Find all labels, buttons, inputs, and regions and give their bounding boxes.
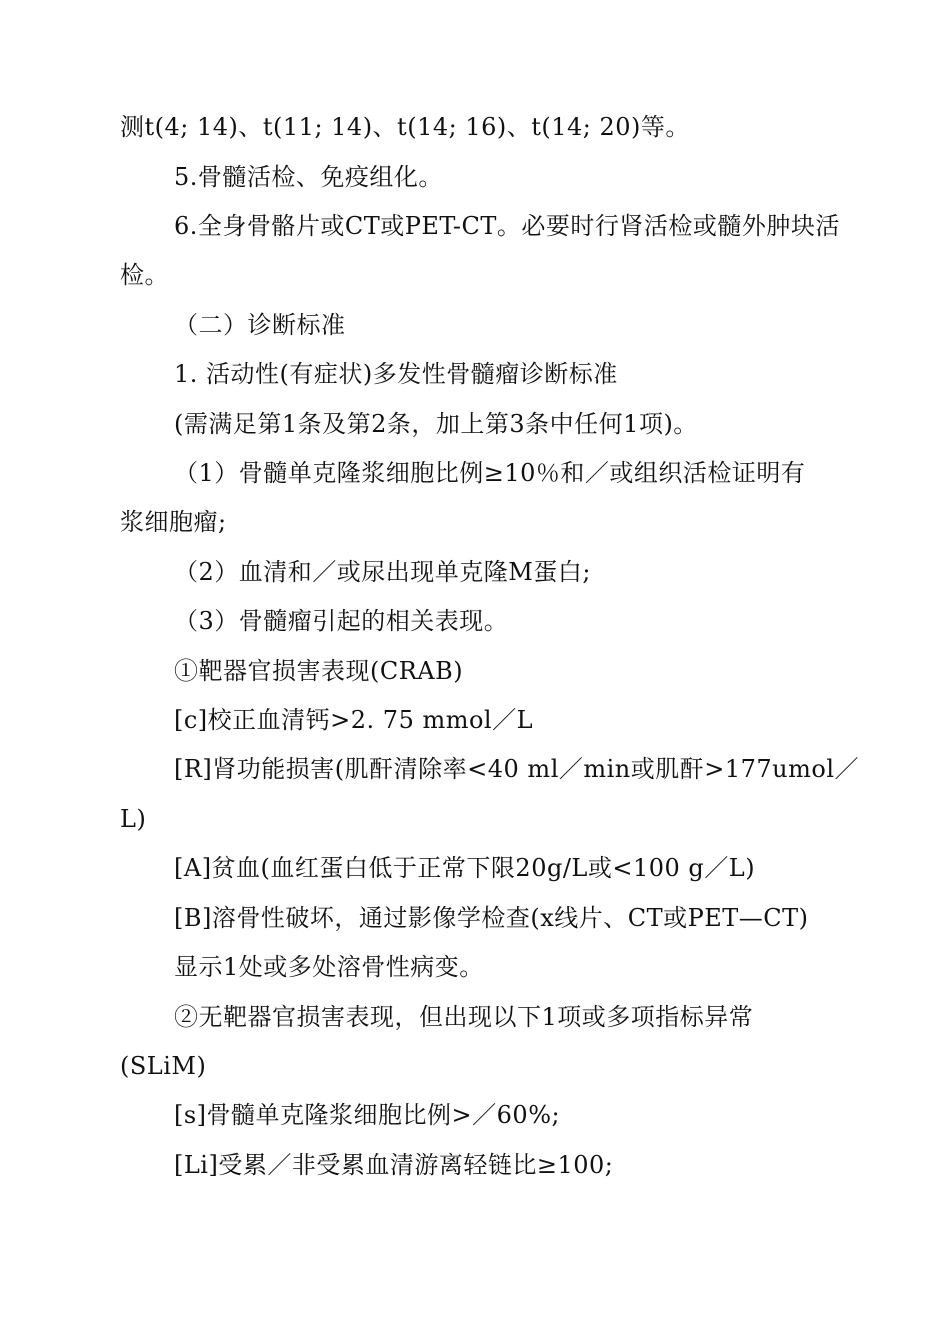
text-line-6: 1. 活动性(有症状)多发性骨髓瘤诊断标准 xyxy=(174,360,618,388)
text-line-17: [B]溶骨性破坏，通过影像学检查(x线片、CT或PET—CT) xyxy=(174,904,809,932)
text-line-2: 5.骨髓活检、免疫组化。 xyxy=(174,163,443,191)
text-line-1: 测t(4; 14)、t(11; 14)、t(14; 16)、t(14; 20)等。 xyxy=(120,113,690,141)
text-line-14: [R]肾功能损害(肌酐清除率<40 ml／min或肌酐>177umol／ xyxy=(174,755,860,783)
text-line-20: (SLiM) xyxy=(120,1052,207,1080)
text-line-15: L) xyxy=(120,805,147,833)
text-line-4: 检。 xyxy=(120,261,169,289)
text-line-9: 浆细胞瘤; xyxy=(120,508,227,536)
text-line-13: [c]校正血清钙>2. 75 mmol／L xyxy=(174,706,534,734)
text-line-21: [s]骨髓单克隆浆细胞比例>／60%; xyxy=(174,1101,561,1129)
text-line-18: 显示1处或多处溶骨性病变。 xyxy=(174,953,484,981)
text-line-19: ②无靶器官损害表现，但出现以下1项或多项指标异常 xyxy=(174,1003,754,1031)
section-heading: （二）诊断标准 xyxy=(174,311,346,339)
text-line-3: 6.全身骨骼片或CT或PET-CT。必要时行肾活检或髓外肿块活 xyxy=(174,212,840,240)
text-line-16: [A]贫血(血红蛋白低于正常下限20g/L或<100 g／L) xyxy=(174,854,756,882)
text-line-11: （3）骨髓瘤引起的相关表现。 xyxy=(174,607,509,635)
text-line-10: （2）血清和／或尿出现单克隆M蛋白; xyxy=(174,558,591,586)
text-line-7: (需满足第1条及第2条，加上第3条中任何1项)。 xyxy=(174,410,698,438)
text-line-22: [Li]受累／非受累血清游离轻链比≥100; xyxy=(174,1151,614,1179)
text-line-12: ①靶器官损害表现(CRAB) xyxy=(174,657,464,685)
text-line-8: （1）骨髓单克隆浆细胞比例≥10％和／或组织活检证明有 xyxy=(174,459,806,487)
